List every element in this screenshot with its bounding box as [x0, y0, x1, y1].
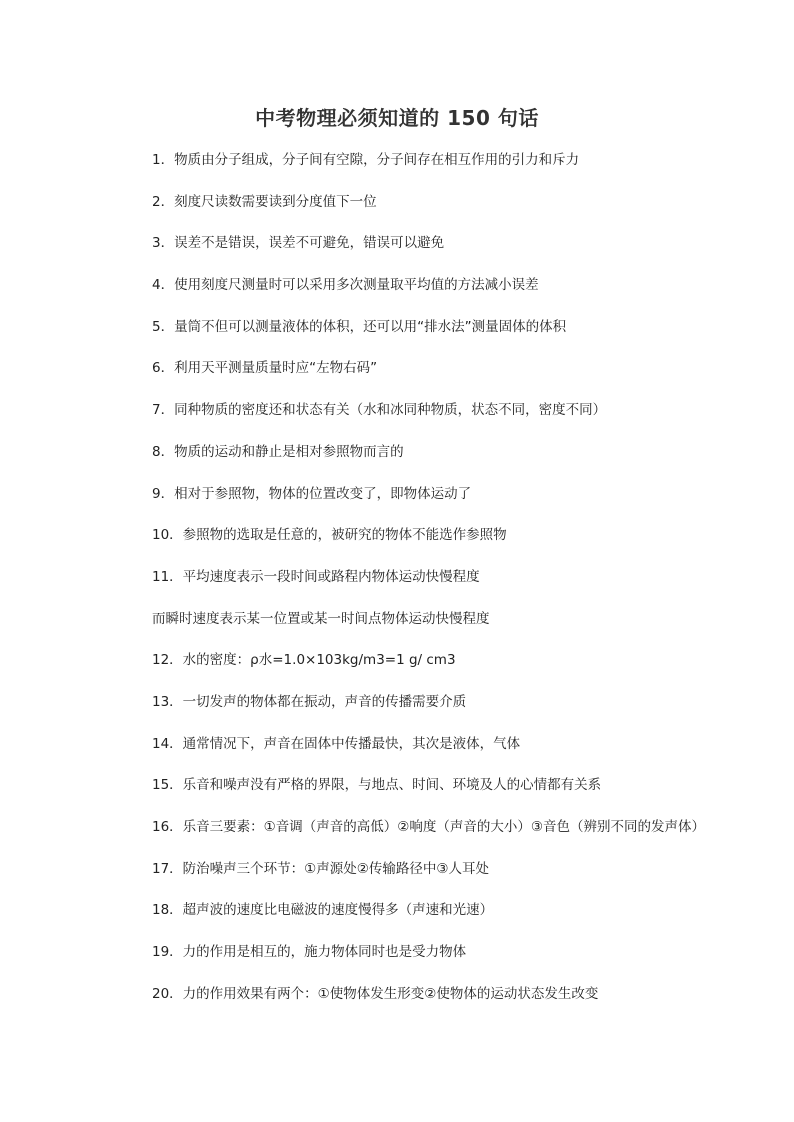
statement-line: 12．水的密度：ρ水=1.0×103kg/m3=1 g/ cm3: [152, 652, 456, 669]
statement-line: 11．平均速度表示一段时间或路程内物体运动快慢程度: [152, 568, 480, 585]
statement-line: 16．乐音三要素：①音调（声音的高低）②响度（声音的大小）③音色（辨别不同的发声体）: [152, 819, 705, 835]
statement-line: 17．防治噪声三个环节：①声源处②传输路径中③人耳处: [152, 860, 489, 877]
statement-line: 10．参照物的选取是任意的，被研究的物体不能选作参照物: [152, 527, 507, 544]
statement-line: 13．一切发声的物体都在振动，声音的传播需要介质: [152, 693, 467, 710]
statement-line: 7．同种物质的密度还和状态有关（水和冰同种物质，状态不同，密度不同）: [152, 402, 607, 419]
statement-list: [152, 148, 772, 1023]
page-title: 中考物理必须知道的 150 句话: [255, 106, 539, 130]
statement-line: 4．使用刻度尺测量时可以采用多次测量取平均值的方法减小误差: [152, 277, 539, 294]
statement-line: 18．超声波的速度比电磁波的速度慢得多（声速和光速）: [152, 902, 494, 919]
statement-line: 1．物质由分子组成，分子间有空隙，分子间存在相互作用的引力和斥力: [152, 152, 580, 168]
statement-line: 20．力的作用效果有两个：①使物体发生形变②使物体的运动状态发生改变: [152, 985, 599, 1002]
statement-line: 5．量筒不但可以测量液体的体积，还可以用“排水法”测量固体的体积: [152, 318, 567, 335]
statement-line: 19．力的作用是相互的，施力物体同时也是受力物体: [152, 944, 467, 961]
statement-line: 6．利用天平测量质量时应“左物右码”: [152, 360, 378, 377]
statement-line: 2．刻度尺读数需要读到分度值下一位: [152, 193, 377, 210]
statement-line: 8．物质的运动和静止是相对参照物而言的: [152, 443, 404, 460]
statement-line: 9．相对于参照物，物体的位置改变了，即物体运动了: [152, 485, 472, 502]
statement-line: 14．通常情况下，声音在固体中传播最快，其次是液体，气体: [152, 735, 521, 752]
statement-line: 15．乐音和噪声没有严格的界限，与地点、时间、环境及人的心情都有关系: [152, 777, 602, 794]
statement-line: 3．误差不是错误，误差不可避免，错误可以避免: [152, 235, 445, 252]
statement-line: 而瞬时速度表示某一位置或某一时间点物体运动快慢程度: [152, 610, 490, 627]
